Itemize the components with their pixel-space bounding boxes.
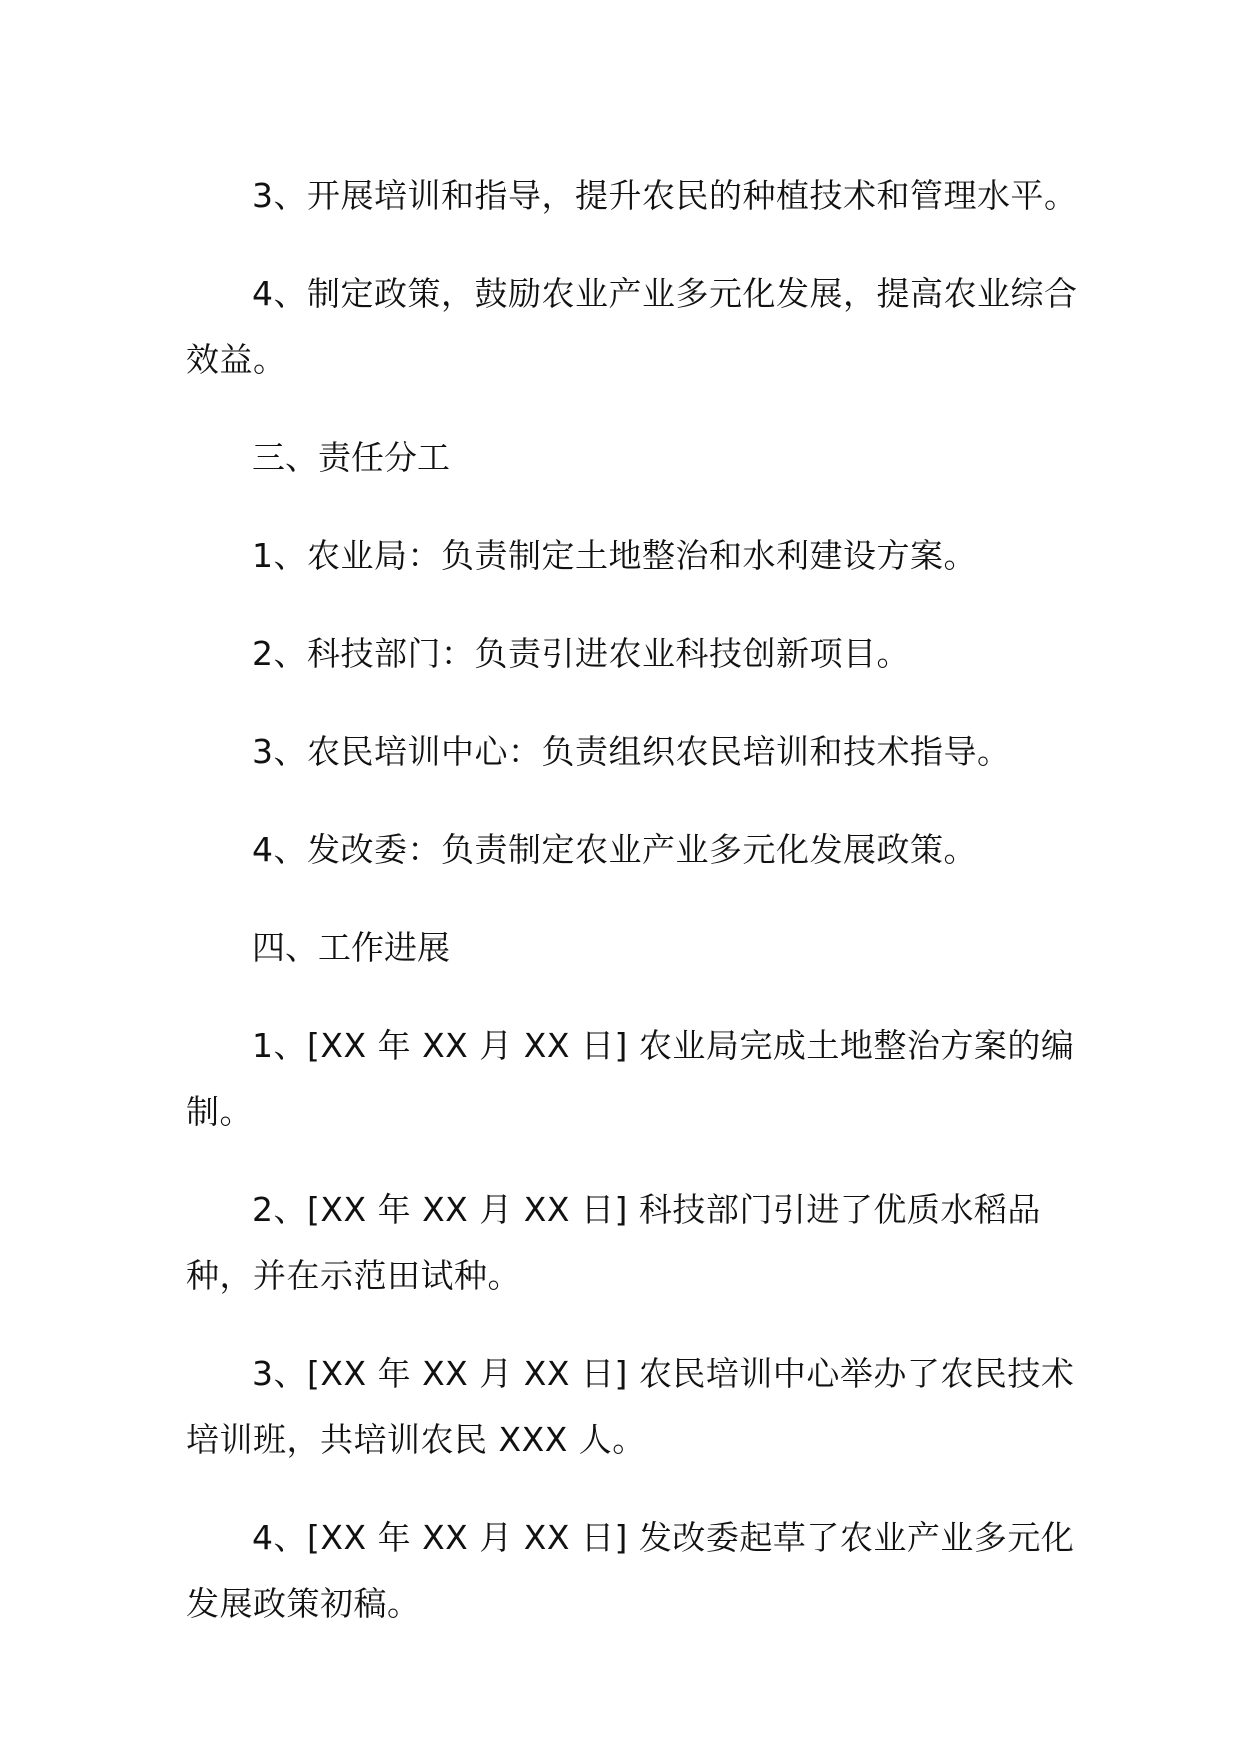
paragraph-responsibility-3: 3、农民培训中心：负责组织农民培训和技术指导。 [252,732,1011,771]
paragraph-progress-2: 2、[XX 年 XX 月 XX 日] 科技部门引进了优质水稻品种，并在示范田试种。 [186,1190,1041,1295]
section-heading-progress: 四、工作进展 [252,928,450,967]
paragraph-responsibility-2: 2、科技部门：负责引进农业科技创新项目。 [252,634,910,673]
paragraph-measure-3: 3、开展培训和指导，提升农民的种植技术和管理水平。 [252,176,1078,215]
paragraph-measure-4: 4、制定政策，鼓励农业产业多元化发展，提高农业综合效益。 [186,274,1078,379]
paragraph-progress-1: 1、[XX 年 XX 月 XX 日] 农业局完成土地整治方案的编制。 [186,1026,1075,1131]
paragraph-progress-3: 3、[XX 年 XX 月 XX 日] 农民培训中心举办了农民技术培训班，共培训农民 XXX 人。 [186,1354,1075,1459]
paragraph-progress-4: 4、[XX 年 XX 月 XX 日] 发改委起草了农业产业多元化发展政策初稿。 [186,1518,1075,1623]
section-heading-responsibilities: 三、责任分工 [252,438,450,477]
paragraph-responsibility-4: 4、发改委：负责制定农业产业多元化发展政策。 [252,830,977,869]
paragraph-responsibility-1: 1、农业局：负责制定土地整治和水利建设方案。 [252,536,977,575]
document-body [186,163,1086,1669]
